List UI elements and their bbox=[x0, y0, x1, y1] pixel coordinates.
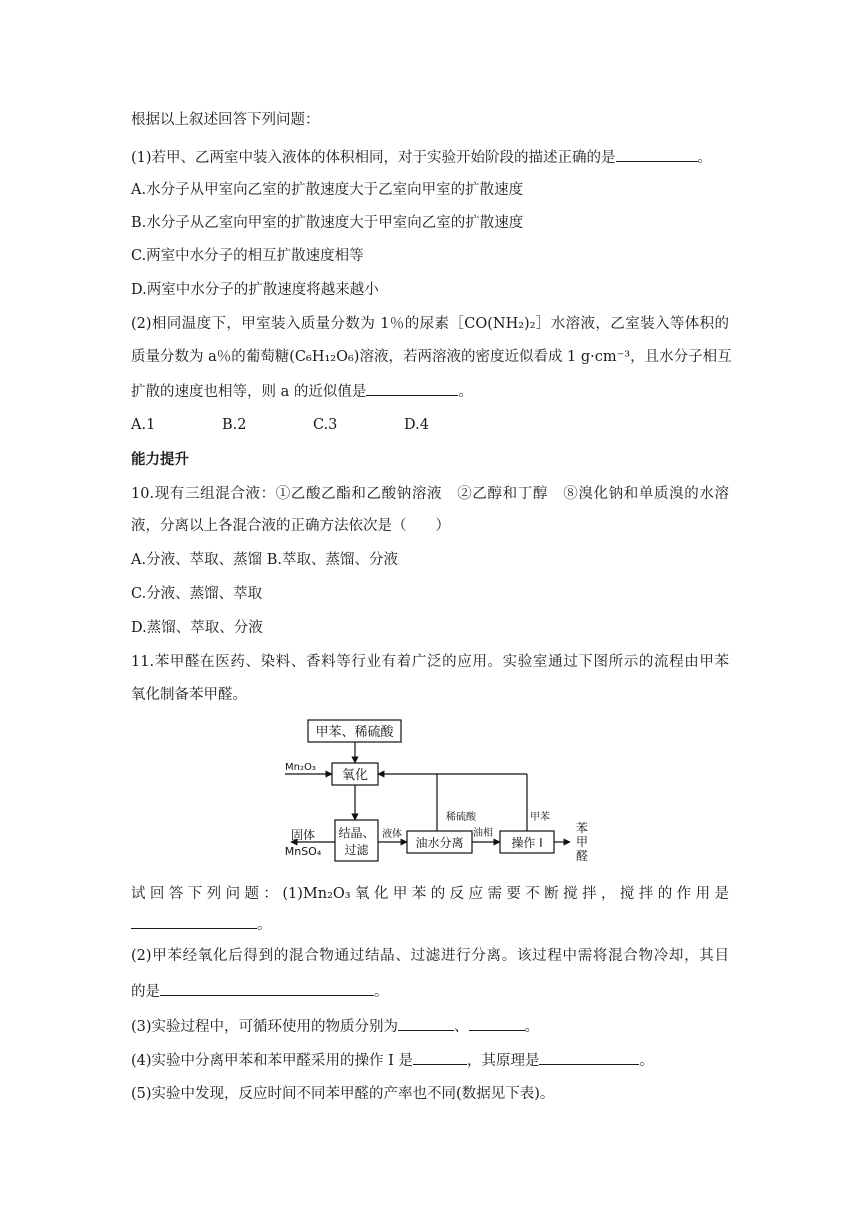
q11-s2-line2 bbox=[131, 981, 389, 1002]
q2-line3 bbox=[131, 381, 473, 402]
q2-option-b: B.2 bbox=[222, 417, 247, 433]
q2-answer-blank[interactable] bbox=[366, 381, 458, 396]
q11-s4-answer-blank-1[interactable] bbox=[413, 1050, 467, 1065]
q11-s4-mid: ，其原理是 bbox=[466, 1053, 540, 1069]
q1-option-d: D.两室中水分子的扩散速度将越来越小 bbox=[131, 282, 379, 298]
q11-s1-answer-blank[interactable] bbox=[131, 914, 257, 929]
q11-s1: 试回答下列问题：(1)Mn₂O₃氧化甲苯的反应需要不断搅拌，搅拌的作用是 bbox=[131, 886, 729, 902]
flow-solid-label-1: 固体 bbox=[290, 828, 316, 842]
q10-option-c: C.分液、蒸馏、萃取 bbox=[131, 586, 263, 602]
flow-oxidize-label: 氧化 bbox=[341, 768, 369, 783]
q11-s4-tail: 。 bbox=[639, 1053, 654, 1069]
q11-s3-text: (3)实验过程中，可循环使用的物质分别为 bbox=[131, 1019, 399, 1035]
q11-s3-answer-blank-2[interactable] bbox=[469, 1016, 525, 1031]
q11-s4-text: (4)实验中分离甲苯和苯甲醛采用的操作 I 是 bbox=[131, 1053, 413, 1069]
q2-line3-text: 扩散的速度也相等，则 a 的近似值是 bbox=[131, 384, 367, 400]
q11-s2-answer-blank[interactable] bbox=[160, 981, 374, 996]
q11-s5: (5)实验中发现，反应时间不同苯甲醛的产率也不同(数据见下表)。 bbox=[131, 1086, 555, 1102]
q10-line1: 10.现有三组混合液：①乙酸乙酯和乙酸钠溶液 ②乙醇和丁醇 ⑧溴化钠和单质溴的水溶 bbox=[131, 486, 729, 502]
q1-option-c: C.两室中水分子的相互扩散速度相等 bbox=[131, 248, 364, 264]
intro-text: 根据以上叙述回答下列问题： bbox=[131, 112, 320, 128]
q10-option-d: D.蒸馏、萃取、分液 bbox=[131, 620, 263, 636]
q1-answer-blank[interactable] bbox=[616, 147, 698, 162]
q1-option-b: B.水分子从乙室向甲室的扩散速度大于甲室向乙室的扩散速度 bbox=[131, 215, 524, 231]
flow-toluene-label: 甲苯 bbox=[530, 812, 550, 823]
flow-product-label-2: 甲 bbox=[575, 835, 589, 849]
q11-line1: 11.苯甲醛在医药、染料、香料等行业有着广泛的应用。实验室通过下图所示的流程由甲苯 bbox=[131, 654, 729, 670]
flow-filter-label-1: 结晶、 bbox=[338, 826, 375, 840]
section-title: 能力提升 bbox=[131, 452, 189, 468]
flow-product-label-3: 醛 bbox=[575, 849, 589, 863]
q10-line2: 液，分离以上各混合液的正确方法依次是（ ） bbox=[131, 518, 450, 534]
q2-line2: 质量分数为 a％的葡萄糖(C₆H₁₂O₆)溶液，若两溶液的密度近似看成 1 g·cm⁻³，且水分子相互 bbox=[131, 349, 732, 365]
q11-s4 bbox=[131, 1050, 654, 1071]
q1-option-a: A.水分子从甲室向乙室的扩散速度大于乙室向甲室的扩散速度 bbox=[131, 182, 524, 198]
q11-s3-tail: 。 bbox=[524, 1019, 540, 1035]
flow-acid-label: 稀硫酸 bbox=[446, 812, 476, 823]
q11-s1-tail: 。 bbox=[257, 917, 272, 933]
q11-s2-tail: 。 bbox=[374, 984, 389, 1000]
flow-operation-label: 操作 I bbox=[511, 836, 543, 850]
q11-s2-text: 的是 bbox=[131, 984, 160, 1000]
q2-line1: (2)相同温度下，甲室装入质量分数为 1％的尿素［CO(NH₂)₂］水溶液，乙室装入等体积的 bbox=[131, 316, 729, 332]
q2-tail: 。 bbox=[458, 384, 473, 400]
q11-s2-line1: (2)甲苯经氧化后得到的混合物通过结晶、过滤进行分离。该过程中需将混合物冷却，其目 bbox=[131, 948, 729, 964]
flow-filter-label-2: 过滤 bbox=[344, 843, 369, 857]
q11-s4-answer-blank-2[interactable] bbox=[539, 1050, 639, 1065]
q11-s3-answer-blank-1[interactable] bbox=[398, 1016, 454, 1031]
flow-solid-label-2: MnSO₄ bbox=[284, 845, 322, 858]
q2-option-d: D.4 bbox=[404, 417, 429, 433]
q2-option-c: C.3 bbox=[313, 417, 338, 433]
q1-tail: 。 bbox=[697, 150, 713, 166]
flow-start-label: 甲苯、稀硫酸 bbox=[315, 725, 394, 740]
process-flowchart bbox=[275, 712, 595, 872]
flow-input-label: Mn₂O₃ bbox=[285, 762, 316, 773]
flow-oil-label: 油相 bbox=[473, 828, 493, 839]
flow-liquid-label: 液体 bbox=[382, 829, 402, 840]
q1-stem-text: (1)若甲、乙两室中装入液体的体积相同，对于实验开始阶段的描述正确的是 bbox=[131, 150, 616, 166]
q2-option-a: A.1 bbox=[131, 417, 156, 433]
q10-option-ab: A.分液、萃取、蒸馏 B.萃取、蒸馏、分液 bbox=[131, 552, 398, 568]
q11-s1-answer-line bbox=[131, 914, 272, 935]
q11-line2: 氧化制备苯甲醛。 bbox=[131, 687, 247, 703]
q2-options bbox=[131, 415, 495, 435]
flow-separate-label: 油水分离 bbox=[415, 836, 464, 850]
flow-product-label-1: 苯 bbox=[575, 821, 589, 835]
q1-stem bbox=[131, 147, 712, 168]
q11-s3-sep: 、 bbox=[454, 1019, 469, 1035]
q11-s3 bbox=[131, 1016, 539, 1037]
